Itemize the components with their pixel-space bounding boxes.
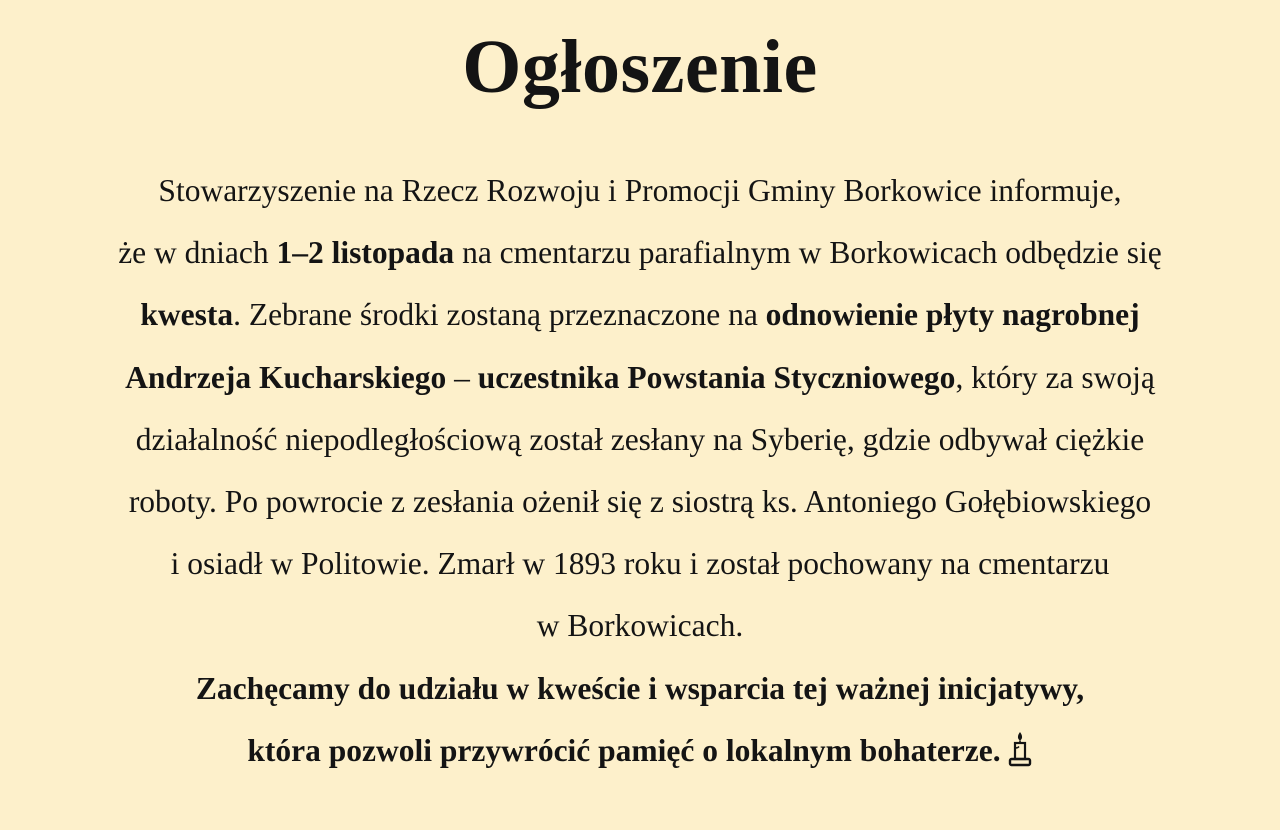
text-line-3 bbox=[0, 284, 1280, 346]
text-line-7 bbox=[0, 533, 1280, 595]
text-line-4-dash: – bbox=[446, 359, 478, 395]
text-line-1-content: Stowarzyszenie na Rzecz Rozwoju i Promocji Gminy Borkowice informuje, bbox=[158, 173, 1122, 208]
uprising-highlight: uczestnika Powstania Styczniowego bbox=[477, 359, 956, 395]
text-line-5-content: działalność niepodległościową został zesłany na Syberię, gdzie odbywał ciężkie bbox=[135, 421, 1145, 457]
text-line-1 bbox=[0, 160, 1280, 222]
closing-line-2-content: która pozwoli przywrócić pamięć o lokalnym bohaterze. bbox=[247, 732, 1001, 768]
text-line-2 bbox=[0, 222, 1280, 284]
closing-line-1-content: Zachęcamy do udziału w kweście i wsparcia tej ważnej inicjatywy, bbox=[195, 670, 1085, 706]
text-line-6-content: roboty. Po powrocie z zesłania ożenił się z siostrą ks. Antoniego Gołębiowskiego bbox=[128, 484, 1152, 520]
closing-line-2 bbox=[0, 720, 1280, 788]
text-line-2-start: że w dniach bbox=[118, 235, 277, 271]
date-highlight: 1–2 listopada bbox=[276, 235, 455, 271]
hero-name-highlight: Andrzeja Kucharskiego bbox=[125, 359, 447, 395]
closing-line-1 bbox=[0, 658, 1280, 720]
text-line-2-end: na cmentarzu parafialnym w Borkowicach odbędzie się bbox=[454, 235, 1162, 271]
kwesta-highlight: kwesta bbox=[140, 297, 234, 333]
text-line-8 bbox=[0, 595, 1280, 657]
text-line-5 bbox=[0, 409, 1280, 471]
text-line-8-content: w Borkowicach. bbox=[536, 608, 744, 644]
announcement-body bbox=[0, 160, 1280, 788]
purpose-highlight: odnowienie płyty nagrobnej bbox=[765, 297, 1140, 333]
page-title: Ogłoszenie bbox=[462, 25, 818, 109]
text-line-4-end: , który za swoją bbox=[955, 359, 1155, 395]
text-line-4 bbox=[0, 347, 1280, 409]
candle-icon bbox=[1007, 726, 1033, 788]
text-line-7-content: i osiadł w Politowie. Zmarł w 1893 roku i został pochowany na cmentarzu bbox=[170, 546, 1110, 582]
text-line-3-middle: . Zebrane środki zostaną przeznaczone na bbox=[233, 297, 766, 333]
text-line-6 bbox=[0, 471, 1280, 533]
